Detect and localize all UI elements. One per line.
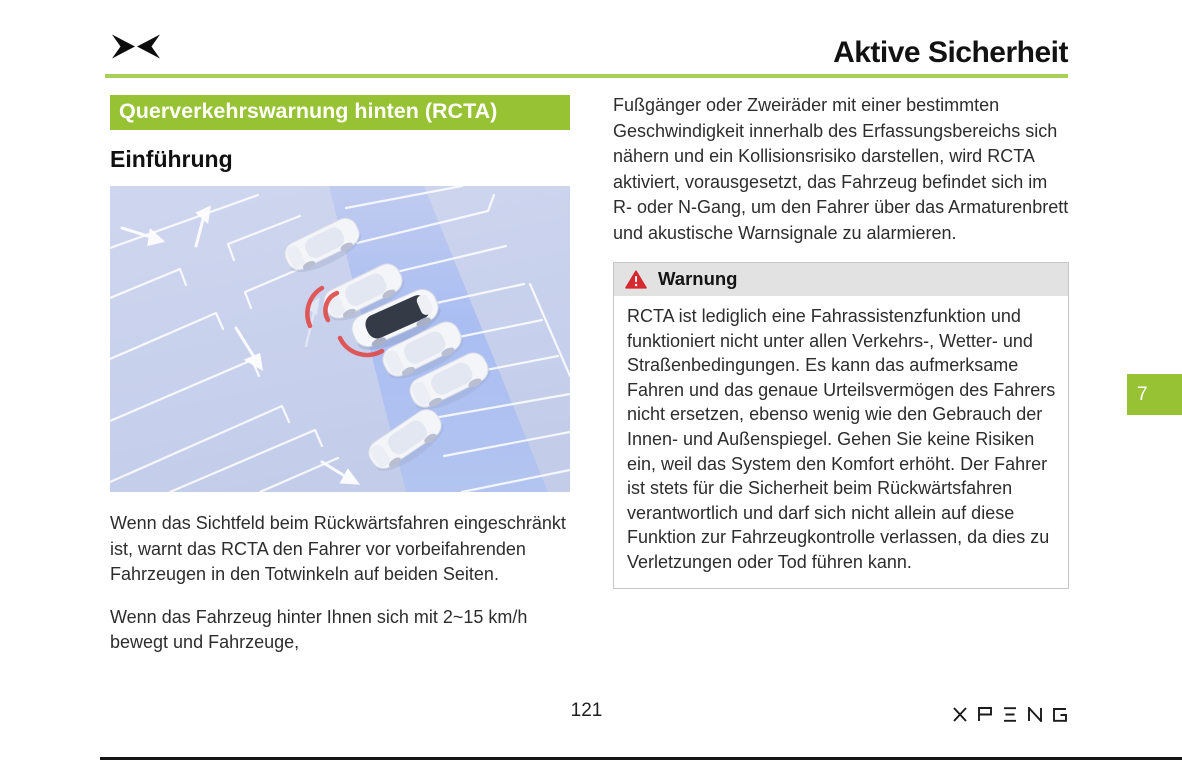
warning-header (614, 263, 1068, 296)
section-title-banner: Querverkehrswarnung hinten (RCTA) (110, 95, 570, 130)
xpeng-x-logo-icon (112, 33, 160, 65)
page-number: 121 (570, 700, 603, 721)
warning-box (613, 262, 1069, 589)
right-column (613, 93, 1069, 589)
left-column (110, 95, 570, 656)
chapter-tab: 7 (1127, 374, 1182, 415)
header-rule (105, 74, 1068, 78)
rcta-illustration (110, 186, 570, 492)
chapter-title: Aktive Sicherheit (833, 36, 1068, 69)
paragraph: Fußgänger oder Zweiräder mit einer bestimmten Geschwindigkeit innerhalb des Erfassungsbereichs sich nähern und ein Kollisionsrisiko darstellen, wird RCTA aktiviert, vorausgesetzt, das Fahrzeug befindet sich im R- oder N-Gang, um den Fahrer über das Armaturenbrett und akustische Warnsignale zu alarmieren. (613, 95, 1069, 243)
paragraph: Wenn das Sichtfeld beim Rückwärtsfahren eingeschränkt ist, warnt das RCTA den Fahrer vor vorbeifahrenden Fahrzeugen in den Totwinkeln auf beiden Seiten. (110, 513, 566, 584)
warning-text: RCTA ist lediglich eine Fahrassistenzfunktion und funktioniert nicht unter allen Verkehrs-, Wetter- und Straßenbedingungen. Es kann das aufmerksame Fahren und das genaue Urteilsvermögen des Fahrers nicht ersetzen, ebenso wenig wie den Gebrauch der Innen- und Außenspiegel. Gehen Sie keine Risiken ein, weil das System den Komfort erhöht. Der Fahrer ist stets für die Sicherheit beim Rückwärtsfahren verantwortlich und darf sich nicht allein auf diese Funktion zur Fahrzeugkontrolle verlassen, da dies zu Verletzungen oder Tod führen kann. (627, 306, 1056, 572)
paragraph: Wenn das Fahrzeug hinter Ihnen sich mit 2~15 km/h bewegt und Fahrzeuge, (110, 606, 528, 652)
sub-heading: Einführung (110, 146, 233, 172)
warning-triangle-icon (625, 270, 647, 289)
xpeng-wordmark (953, 707, 1068, 727)
warning-title: Warnung (658, 268, 738, 289)
